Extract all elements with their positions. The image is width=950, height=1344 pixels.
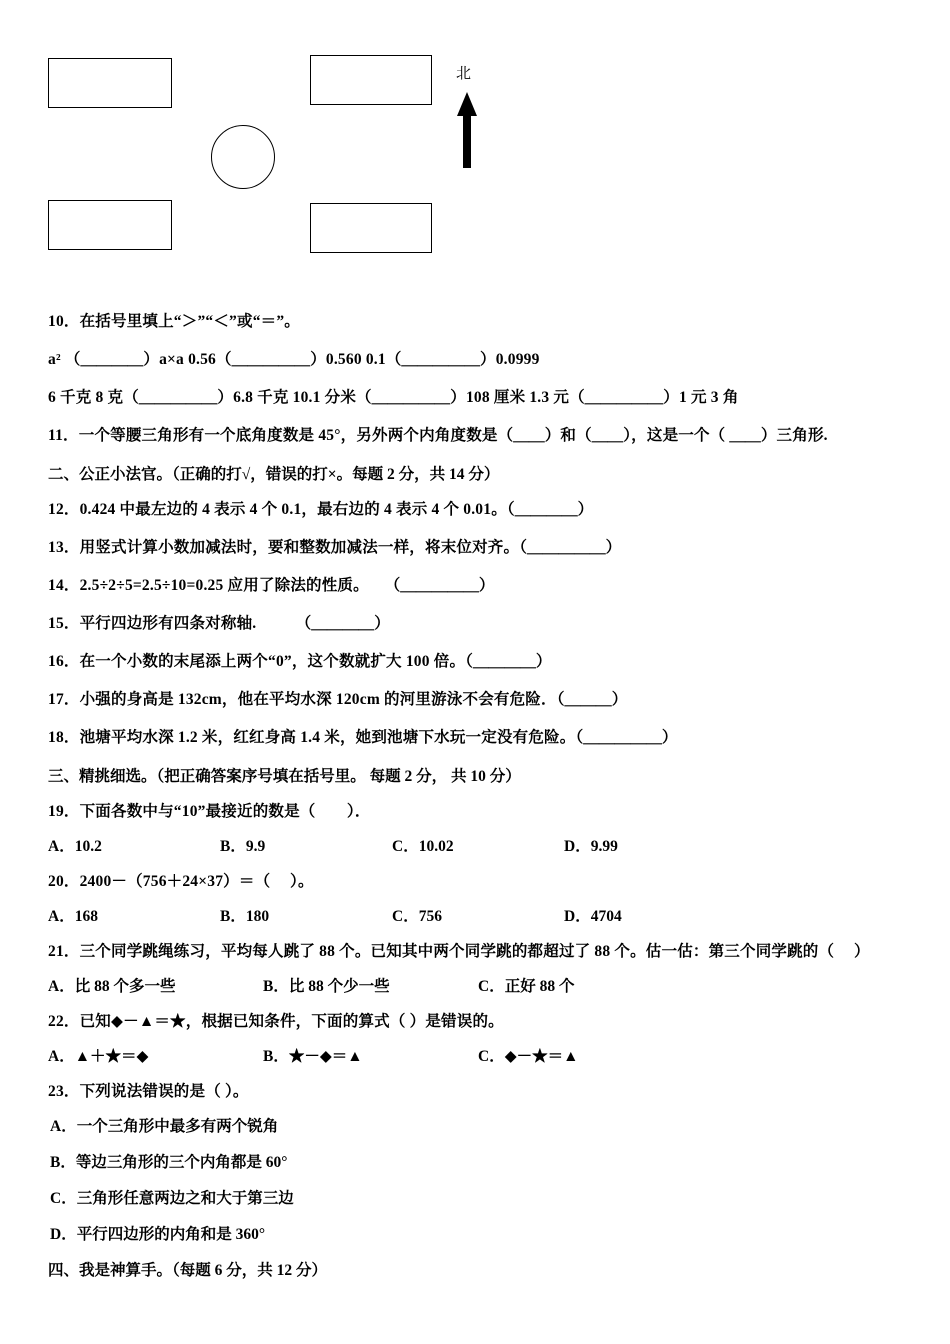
question-15: 15．平行四边形有四条对称轴. （＿＿＿＿）: [48, 615, 390, 633]
question-19-options: [48, 834, 902, 856]
question-23-option-c[interactable]: C．三角形任意两边之和大于第三边: [50, 1190, 294, 1208]
question-20-options: [48, 904, 902, 926]
question-10-line-1: a² （＿＿＿＿）a×a 0.56（＿＿＿＿＿）0.560 0.1（＿＿＿＿＿）0.0999: [48, 351, 540, 369]
diagram-rect-bottom-middle: [310, 203, 432, 253]
diagram-rect-bottom-left: [48, 200, 172, 250]
question-20-stem: 20．2400－（756＋24×37）＝（ ）。: [48, 873, 314, 891]
question-18: 18．池塘平均水深 1.2 米，红红身高 1.4 米，她到池塘下水玩一定没有危险。（＿＿＿＿＿）: [48, 729, 678, 747]
question-23-option-a[interactable]: A．一个三角形中最多有两个锐角: [50, 1118, 279, 1136]
north-label: 北: [456, 65, 472, 82]
question-21-option-a[interactable]: A．比 88 个多一些: [48, 978, 176, 996]
question-20-option-c[interactable]: C．756: [392, 908, 442, 926]
section-2-heading: 二、公正小法官。（正确的打√，错误的打×。每题 2 分，共 14 分）: [48, 466, 500, 484]
question-17: 17．小强的身高是 132cm，他在平均水深 120cm 的河里游泳不会有危险．（＿＿＿）: [48, 691, 628, 709]
north-arrow-icon: [453, 92, 481, 168]
question-21-options: [48, 974, 902, 996]
question-21-option-b[interactable]: B．比 88 个少一些: [263, 978, 390, 996]
question-13: 13．用竖式计算小数加减法时，要和整数加减法一样，将末位对齐。（＿＿＿＿＿）: [48, 539, 622, 557]
question-16: 16．在一个小数的末尾添上两个“0”，这个数就扩大 100 倍。（＿＿＿＿）: [48, 653, 552, 671]
section-3-heading: 三、精挑细选。（把正确答案序号填在括号里。 每题 2 分， 共 10 分）: [48, 768, 521, 786]
question-23-option-d[interactable]: D．平行四边形的内角和是 360°: [50, 1226, 266, 1244]
question-19-option-a[interactable]: A．10.2: [48, 838, 102, 856]
figure-diagram: [48, 0, 902, 310]
question-14: 14．2.5÷2÷5=2.5÷10=0.25 应用了除法的性质。 （＿＿＿＿＿）: [48, 577, 495, 595]
question-19-option-d[interactable]: D．9.99: [564, 838, 618, 856]
question-22-stem: 22．已知◆－▲＝★，根据已知条件，下面的算式（ ）是错误的。: [48, 1013, 504, 1031]
question-12: 12．0.424 中最左边的 4 表示 4 个 0.1，最右边的 4 表示 4 个 0.01。（＿＿＿＿）: [48, 501, 594, 519]
question-22-options: [48, 1044, 902, 1066]
question-22-option-c[interactable]: C．◆－★＝▲: [478, 1048, 579, 1066]
question-19-stem: 19．下面各数中与“10”最接近的数是（ ）．: [48, 803, 371, 821]
diagram-circle: [211, 125, 275, 189]
question-23-option-b[interactable]: B．等边三角形的三个内角都是 60°: [50, 1154, 288, 1172]
question-20-option-a[interactable]: A．168: [48, 908, 98, 926]
question-10-stem: 10．在括号里填上“＞”“＜”或“＝”。: [48, 313, 301, 330]
question-21-option-c[interactable]: C．正好 88 个: [478, 978, 575, 996]
question-22-option-a[interactable]: A．▲＋★＝◆: [48, 1048, 149, 1066]
question-21-stem: 21．三个同学跳绳练习，平均每人跳了 88 个。已知其中两个同学跳的都超过了 88 个。估一估：第三个同学跳的（ ）: [48, 943, 870, 961]
question-23-stem: 23．下列说法错误的是（ ）。: [48, 1083, 249, 1101]
question-19-option-b[interactable]: B．9.9: [220, 838, 266, 856]
question-22-option-b[interactable]: B．★－◆＝▲: [263, 1048, 363, 1066]
question-20-option-d[interactable]: D．4704: [564, 908, 622, 926]
question-11-stem: 11．一个等腰三角形有一个底角度数是 45°，另外两个内角度数是（＿＿）和（＿＿），这是一个（ ＿＿）三角形.: [48, 427, 828, 445]
diagram-rect-top-middle: [310, 55, 432, 105]
diagram-rect-top-left: [48, 58, 172, 108]
question-19-option-c[interactable]: C．10.02: [392, 838, 454, 856]
question-10-line-2: 6 千克 8 克（＿＿＿＿＿）6.8 千克 10.1 分米（＿＿＿＿＿）108 厘米 1.3 元（＿＿＿＿＿）1 元 3 角: [48, 389, 739, 407]
question-20-option-b[interactable]: B．180: [220, 908, 270, 926]
section-4-heading: 四、我是神算手。（每题 6 分，共 12 分）: [48, 1262, 328, 1280]
